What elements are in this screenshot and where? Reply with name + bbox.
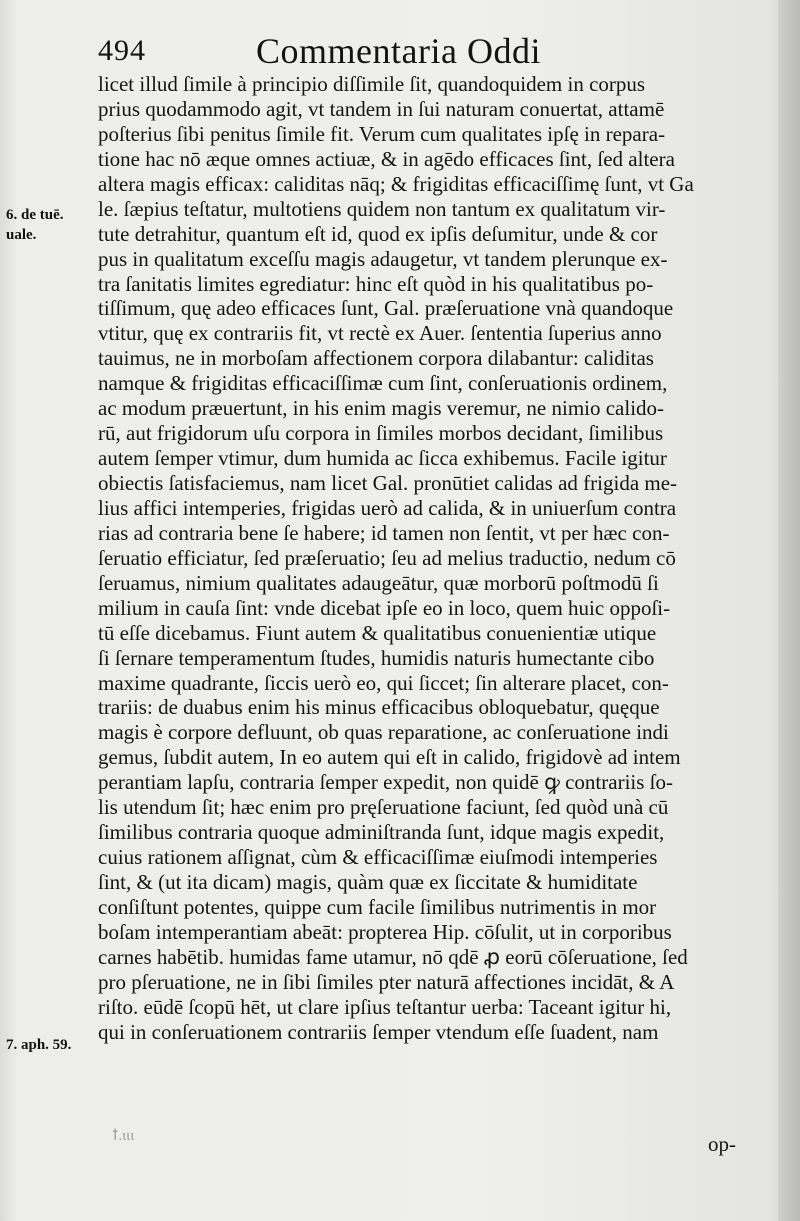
margin-note: 6. de tuē. xyxy=(6,207,64,223)
text-line: pus in qualitatum exceſſu magis adaugetur, vt tandem plerunque ex- xyxy=(98,246,668,271)
text-line: tra ſanitatis limites egrediatur: hinc eſt quòd in his qualitatibus po- xyxy=(98,271,654,296)
text-line: tione hac nō æque omnes actiuæ, & in agēdo efficaces ſint, ſed altera xyxy=(98,146,675,171)
text-line: lius affici intemperies, frigidas uerò ad calida, & in uniuerſum contra xyxy=(98,495,677,520)
text-line: rū, aut frigidorum uſu corpora in ſimiles morbos decidant, ſimilibus xyxy=(98,421,664,446)
margin-note: uale. xyxy=(6,227,37,243)
bleed-through-text: ꝉ.ιιι xyxy=(112,1128,135,1144)
text-line: magis è corpore defluunt, ob quas reparatione, ac conſeruatione indi xyxy=(98,720,669,745)
text-line: le. ſæpius teſtatur, multotiens quidem non tantum ex qualitatum vir- xyxy=(98,196,666,221)
main-text-block xyxy=(98,72,738,1045)
text-line: vtitur, quę ex contrariis fit, vt rectè ex Auer. ſententia ſuperius anno xyxy=(98,321,662,346)
text-line: conſiſtunt potentes, quippe cum facile ſimilibus nutrimentis in mor xyxy=(98,894,657,919)
text-line: gemus, ſubdit autem, In eo autem qui eſt in calido, frigidovè ad intem xyxy=(98,745,681,770)
text-line: perantiam lapſu, contraria ſemper expedit, non quidē ꝙ contrariis ſo- xyxy=(98,770,673,795)
text-line: tū eſſe dicebamus. Fiunt autem & qualitatibus conuenientiæ utique xyxy=(98,620,657,645)
text-line: poſterius ſibi penitus ſimile fit. Verum cum qualitates ipſę in repara- xyxy=(98,121,666,146)
text-line: tiſſimum, quę adeo efficaces ſunt, Gal. præſeruatione vnà quandoque xyxy=(98,296,674,321)
text-line: namque & frigiditas efficaciſſimæ cum ſint, conſeruationis ordinem, xyxy=(98,371,668,396)
text-line: prius quodammodo agit, vt tandem in ſui naturam conuertat, attamē xyxy=(98,96,665,121)
catchword: op- xyxy=(708,1132,736,1156)
text-line: milium in cauſa ſint: vnde dicebat ipſe eo in loco, quem huic oppoſi- xyxy=(98,595,671,620)
text-line: ſeruamus, nimium qualitates adaugeātur, quæ morborū poſtmodū ſi xyxy=(98,570,659,595)
text-line: ſimilibus contraria quoque adminiſtranda ſunt, idque magis expedit, xyxy=(98,820,665,845)
margin-note: 7. aph. 59. xyxy=(6,1037,72,1053)
text-line: ac modum præuertunt, in his enim magis veremur, ne nimio calido- xyxy=(98,396,665,421)
text-line: maxime quadrante, ſiccis uerò eo, qui ſiccet; ſin alterare placet, con- xyxy=(98,670,669,695)
text-line: rias ad contraria bene ſe habere; id tamen non ſentit, vt per hæc con- xyxy=(98,520,670,545)
text-line: ſeruatio efficiatur, ſed præſeruatio; ſeu ad melius traductio, nedum cō xyxy=(98,545,676,570)
text-line: licet illud ſimile à principio diſſimile ſit, quandoquidem in corpus xyxy=(98,72,646,96)
text-line: pro pſeruatione, ne in ſibi ſimiles pter naturā affectiones incidāt, & A xyxy=(98,969,675,994)
text-line: riſto. eūdē ſcopū hēt, ut clare ipſius teſtantur uerba: Taceant igitur hi, xyxy=(98,994,672,1019)
text-line: tute detrahitur, quantum eſt id, quod ex ipſis deſumitur, unde & cor xyxy=(98,221,658,246)
page-header xyxy=(98,30,658,74)
text-line: altera magis efficax: caliditas nāq; & frigiditas efficaciſſimę ſunt, vt Ga xyxy=(98,171,694,196)
text-line: tauimus, ne in morboſam affectionem corpora dilabantur: caliditas xyxy=(98,346,654,371)
text-line: boſam intemperantiam abeāt: propterea Hip. cōſulit, ut in corporibus xyxy=(98,919,672,944)
running-title: Commentaria Oddi xyxy=(256,31,541,71)
text-line: lis utendum ſit; hæc enim pro pręſeruatione faciunt, ſed quòd unà cū xyxy=(98,795,669,820)
text-line: ſint, & (ut ita dicam) magis, quàm quæ ex ſiccitate & humiditate xyxy=(98,870,638,894)
text-line: carnes habētib. humidas fame utamur, nō qdē ꝓ eorū cōſeruatione, ſed xyxy=(98,944,688,969)
text-line: qui in conſeruationem contrariis ſemper vtendum eſſe ſuadent, nam xyxy=(98,1019,659,1044)
text-line: obiectis ſatisfaciemus, nam licet Gal. pronūtiet calidas ad frigida me- xyxy=(98,471,678,495)
text-line: autem ſemper vtimur, dum humida ac ſicca exhibemus. Facile igitur xyxy=(98,446,667,471)
text-line: ſi ſernare temperamentum ſtudes, humidis naturis humectante cibo xyxy=(98,645,655,670)
text-line: trariis: de duabus enim his minus efficacibus obloquebatur, quęque xyxy=(98,695,660,720)
page-edge xyxy=(778,0,800,1221)
text-line: cuius rationem aſſignat, cùm & efficaciſſimæ eiuſmodi intemperies xyxy=(98,845,658,870)
page-number: 494 xyxy=(98,34,146,67)
